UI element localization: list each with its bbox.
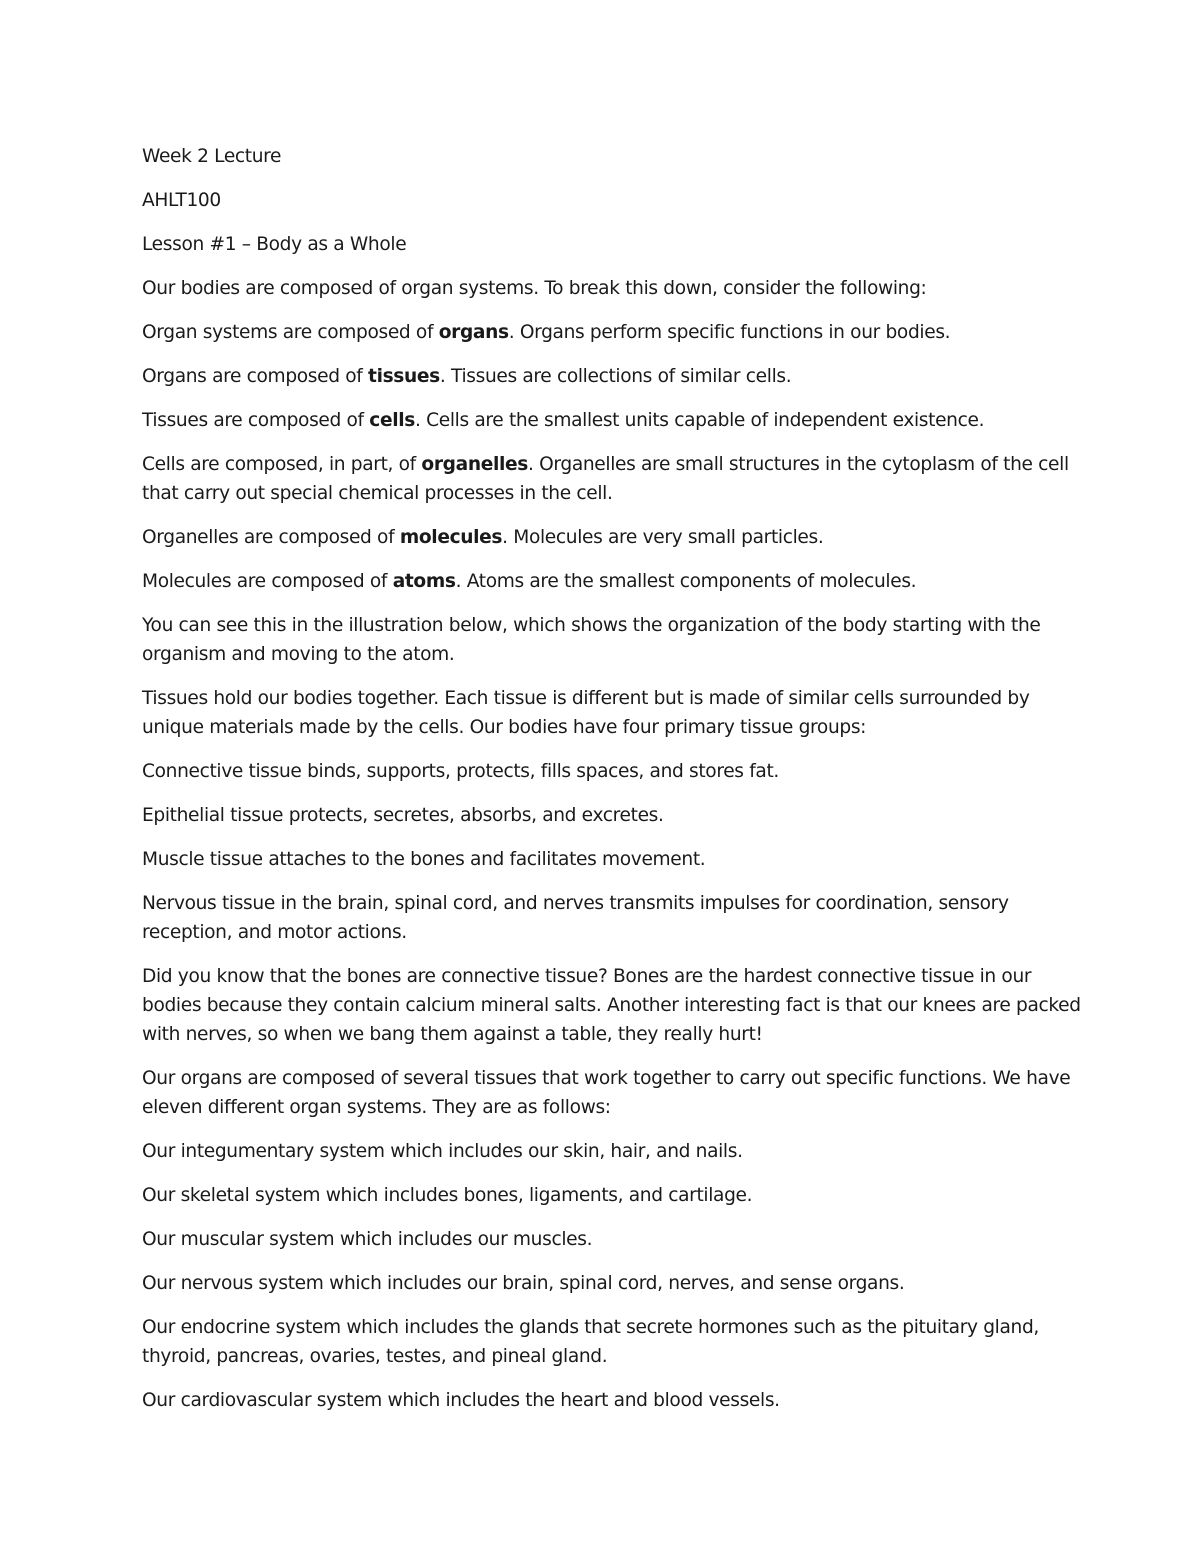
paragraph-skeletal: Our skeletal system which includes bones, ligaments, and cartilage. (142, 1185, 753, 1206)
paragraph-integumentary: Our integumentary system which includes our skin, hair, and nails. (142, 1141, 743, 1162)
paragraph-cells: Tissues are composed of cells. Cells are the smallest units capable of independent existence. (142, 410, 985, 431)
paragraph-tissues: Organs are composed of tissues. Tissues are collections of similar cells. (142, 366, 792, 387)
term-organelles: organelles (421, 454, 528, 475)
lesson-title: Lesson #1 – Body as a Whole (142, 234, 407, 255)
paragraph-cardiovascular: Our cardiovascular system which includes the heart and blood vessels. (142, 1390, 780, 1411)
paragraph-molecules: Organelles are composed of molecules. Molecules are very small particles. (142, 527, 824, 548)
term-cells: cells (369, 410, 415, 431)
term-molecules: molecules (399, 527, 503, 548)
paragraph-connective: Connective tissue binds, supports, protects, fills spaces, and stores fat. (142, 761, 779, 782)
paragraph-muscular: Our muscular system which includes our muscles. (142, 1229, 593, 1250)
paragraph-bones: Did you know that the bones are connective tissue? Bones are the hardest connective tissue in our bodies because they contain calcium mineral salts. Another interesting fact is that our knees are packed with nerves, so when we bang them against a table, they really hurt! (142, 966, 1081, 1045)
document-body (142, 142, 1081, 1430)
paragraph-muscle: Muscle tissue attaches to the bones and facilitates movement. (142, 849, 706, 870)
term-atoms: atoms (392, 571, 456, 592)
paragraph-nervous-system: Our nervous system which includes our brain, spinal cord, nerves, and sense organs. (142, 1273, 905, 1294)
term-organs: organs (438, 322, 509, 343)
paragraph-organ-systems: Our organs are composed of several tissues that work together to carry out specific functions. We have eleven different organ systems. They are as follows: (142, 1068, 1071, 1118)
paragraph-intro: Our bodies are composed of organ systems. To break this down, consider the following: (142, 278, 927, 299)
paragraph-tissue-groups: Tissues hold our bodies together. Each tissue is different but is made of similar cells surrounded by unique materials made by the cells. Our bodies have four primary tissue groups: (142, 688, 1030, 738)
paragraph-endocrine: Our endocrine system which includes the glands that secrete hormones such as the pituitary gland, thyroid, pancreas, ovaries, testes, and pineal gland. (142, 1317, 1039, 1367)
course-code: AHLT100 (142, 190, 221, 211)
paragraph-nervous-tissue: Nervous tissue in the brain, spinal cord, and nerves transmits impulses for coordination, sensory reception, and motor actions. (142, 893, 1009, 943)
paragraph-organs: Organ systems are composed of organs. Organs perform specific functions in our bodies. (142, 322, 951, 343)
document-title: Week 2 Lecture (142, 146, 282, 167)
paragraph-illustration: You can see this in the illustration below, which shows the organization of the body starting with the organism and moving to the atom. (142, 615, 1041, 665)
paragraph-atoms: Molecules are composed of atoms. Atoms are the smallest components of molecules. (142, 571, 917, 592)
term-tissues: tissues (368, 366, 440, 387)
paragraph-epithelial: Epithelial tissue protects, secretes, absorbs, and excretes. (142, 805, 664, 826)
paragraph-organelles: Cells are composed, in part, of organelles. Organelles are small structures in the cytoplasm of the cell that carry out special chemical processes in the cell. (142, 454, 1069, 504)
